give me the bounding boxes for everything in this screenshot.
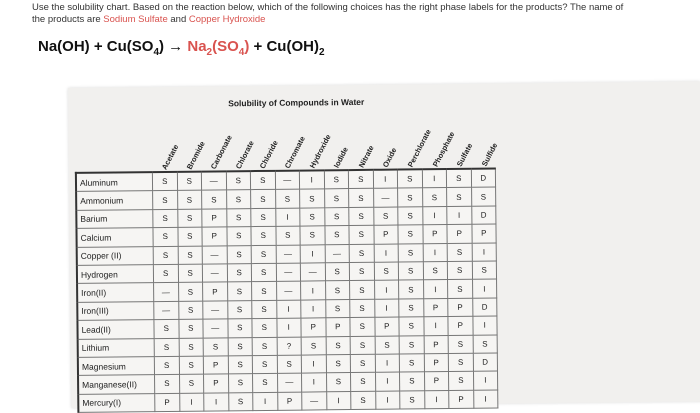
solubility-cell: S	[227, 300, 252, 319]
solubility-cell: I	[472, 279, 497, 298]
solubility-cell: I	[423, 317, 448, 336]
solubility-cell: S	[178, 282, 203, 301]
solubility-chart	[68, 81, 700, 408]
solubility-cell: S	[350, 336, 375, 355]
solubility-cell: S	[350, 299, 375, 318]
solubility-cell: S	[153, 264, 178, 283]
solubility-cell: P	[373, 225, 398, 244]
solubility-cell: S	[324, 170, 349, 189]
solubility-cell: S	[349, 262, 374, 281]
solubility-cell: S	[251, 208, 276, 227]
solubility-cell: S	[154, 356, 179, 375]
solubility-table	[75, 168, 499, 413]
solubility-cell: I	[374, 280, 399, 299]
solubility-cell: S	[179, 374, 204, 393]
cation-name: Magnesium	[78, 357, 155, 376]
solubility-cell: S	[153, 228, 178, 247]
cation-name: Ammonium	[76, 191, 153, 210]
solubility-cell: S	[448, 280, 473, 299]
column-header-label: Sulfate	[455, 141, 475, 169]
solubility-cell: S	[398, 225, 423, 244]
solubility-cell: —	[277, 373, 302, 392]
solubility-cell: S	[326, 354, 351, 373]
solubility-cell: S	[252, 300, 277, 319]
solubility-cell: I	[302, 373, 327, 392]
solubility-cell: S	[448, 335, 473, 354]
solubility-cell: S	[400, 390, 425, 409]
solubility-cell: —	[275, 171, 300, 190]
solubility-cell: I	[374, 299, 399, 318]
solubility-cell: S	[203, 337, 228, 356]
solubility-cell: I	[423, 243, 448, 262]
solubility-cell: —	[202, 245, 227, 264]
reaction-equation	[38, 38, 325, 58]
reactant-2: $Cu(SO_4)$	[106, 38, 165, 58]
solubility-cell: I	[473, 371, 498, 390]
solubility-cell: ?	[277, 337, 302, 356]
solubility-cell: S	[251, 190, 276, 209]
column-header-label: Hydroxide	[307, 132, 333, 170]
solubility-cell: S	[350, 373, 375, 392]
solubility-cell: I	[472, 243, 497, 262]
solubility-cell: P	[422, 225, 447, 244]
solubility-cell: P	[424, 335, 449, 354]
cation-name: Manganese(II)	[78, 375, 155, 394]
solubility-cell: P	[204, 374, 229, 393]
solubility-cell: S	[178, 319, 203, 338]
solubility-cell: P	[424, 372, 449, 391]
cation-name: Iron(II)	[77, 283, 154, 302]
solubility-cell: P	[447, 224, 472, 243]
solubility-cell: —	[300, 263, 325, 282]
solubility-cell: S	[228, 392, 253, 411]
solubility-cell: I	[275, 208, 300, 227]
cation-name: Lithium	[78, 338, 155, 357]
solubility-cell: S	[447, 243, 472, 262]
solubility-cell: —	[276, 245, 301, 264]
solubility-cell: S	[349, 207, 374, 226]
solubility-cell: I	[179, 393, 204, 412]
solubility-cell: S	[350, 354, 375, 373]
solubility-cell: S	[253, 374, 278, 393]
solubility-cell: S	[300, 208, 325, 227]
solubility-cell: S	[399, 280, 424, 299]
product-1: $Na_2(SO_4)$	[187, 38, 250, 58]
solubility-cell: S	[324, 207, 349, 226]
solubility-cell: I	[373, 170, 398, 189]
column-header-label: Chromate	[282, 134, 307, 170]
column-header-label: Nitrate	[356, 143, 376, 170]
solubility-cell: S	[397, 169, 422, 188]
solubility-cell: P	[325, 318, 350, 337]
solubility-cell: D	[471, 206, 496, 225]
solubility-cell: S	[179, 356, 204, 375]
solubility-cell: S	[447, 188, 472, 207]
solubility-cell: S	[423, 261, 448, 280]
solubility-cell: I	[326, 391, 351, 410]
solubility-cell: S	[471, 187, 496, 206]
solubility-cell: S	[226, 171, 251, 190]
solubility-cell: —	[154, 301, 179, 320]
solubility-cell: S	[155, 375, 180, 394]
solubility-cell: S	[227, 245, 252, 264]
solubility-cell: S	[422, 188, 447, 207]
solubility-cell: S	[227, 319, 252, 338]
solubility-cell: S	[153, 246, 178, 265]
solubility-cell: S	[448, 353, 473, 372]
solubility-cell: P	[423, 298, 448, 317]
solubility-cell: S	[227, 282, 252, 301]
solubility-cell: S	[350, 281, 375, 300]
solubility-cell: —	[373, 188, 398, 207]
solubility-cell: S	[153, 209, 178, 228]
cation-name: Lead(II)	[77, 320, 154, 339]
solubility-cell: S	[399, 299, 424, 318]
solubility-cell: P	[155, 393, 180, 412]
solubility-cell: S	[152, 172, 177, 191]
solubility-cell: I	[375, 354, 400, 373]
column-header-label: Acetate	[159, 142, 181, 172]
solubility-cell: I	[300, 244, 325, 263]
solubility-cell: D	[472, 298, 497, 317]
solubility-cell: I	[422, 206, 447, 225]
solubility-cell: I	[375, 372, 400, 391]
solubility-cell: S	[398, 207, 423, 226]
solubility-cell: S	[398, 243, 423, 262]
solubility-cell: I	[301, 300, 326, 319]
product-name-1: Sodium Sulfate	[103, 14, 168, 25]
solubility-cell: S	[177, 209, 202, 228]
solubility-cell: S	[326, 373, 351, 392]
solubility-cell: S	[250, 171, 275, 190]
column-header-label: Perchlorate	[405, 127, 433, 169]
solubility-cell: S	[179, 338, 204, 357]
solubility-cell: S	[177, 190, 202, 209]
cation-name: Iron(III)	[77, 301, 154, 320]
solubility-cell: S	[399, 317, 424, 336]
cation-name: Barium	[76, 209, 153, 228]
plus-sign-2: +	[249, 38, 267, 55]
solubility-cell: S	[252, 355, 277, 374]
column-header-label: Sulfide	[479, 141, 500, 168]
column-header-label: Chlorate	[233, 139, 256, 171]
solubility-cell: S	[351, 391, 376, 410]
solubility-cell: S	[252, 282, 277, 301]
solubility-cell: S	[398, 262, 423, 281]
column-header-label: Phosphate	[430, 130, 457, 169]
solubility-cell: I	[276, 300, 301, 319]
solubility-cell: I	[472, 316, 497, 335]
solubility-cell: S	[349, 225, 374, 244]
solubility-cell: I	[473, 390, 498, 409]
solubility-cell: S	[399, 372, 424, 391]
solubility-cell: S	[226, 227, 251, 246]
solubility-cell: S	[472, 261, 497, 280]
solubility-cell: S	[300, 226, 325, 245]
solubility-cell: I	[374, 244, 399, 263]
solubility-cell: I	[423, 280, 448, 299]
solubility-cell: —	[201, 171, 226, 190]
table-row	[78, 390, 498, 413]
solubility-cell: P	[448, 298, 473, 317]
solubility-cell: S	[325, 263, 350, 282]
solubility-cell: S	[177, 227, 202, 246]
solubility-cell: S	[178, 264, 203, 283]
solubility-cell: S	[301, 336, 326, 355]
solubility-cell: I	[301, 355, 326, 374]
solubility-cell: S	[375, 336, 400, 355]
solubility-cell: I	[424, 390, 449, 409]
solubility-cell: S	[325, 299, 350, 318]
solubility-cell: S	[251, 263, 276, 282]
solubility-cell: S	[153, 191, 178, 210]
solubility-cell: S	[251, 227, 276, 246]
solubility-cell: P	[202, 227, 227, 246]
solubility-cell: —	[203, 319, 228, 338]
solubility-cell: S	[399, 335, 424, 354]
solubility-cell: S	[399, 354, 424, 373]
solubility-cell: S	[325, 281, 350, 300]
column-header-label: Carbonate	[209, 133, 235, 171]
solubility-cell: S	[326, 336, 351, 355]
solubility-cell: I	[447, 206, 472, 225]
solubility-cell: S	[252, 337, 277, 356]
solubility-cell: S	[178, 301, 203, 320]
column-header-label: Oxide	[381, 146, 399, 169]
solubility-cell: —	[276, 281, 301, 300]
solubility-cell: S	[373, 207, 398, 226]
solubility-cell: —	[203, 301, 228, 320]
solubility-cell: —	[202, 264, 227, 283]
solubility-cell: I	[422, 169, 447, 188]
solubility-cell: S	[178, 246, 203, 265]
solubility-cell: S	[228, 355, 253, 374]
solubility-cell: S	[154, 319, 179, 338]
chart-title: Solubility of Compounds in Water	[228, 96, 365, 109]
solubility-cell: S	[446, 169, 471, 188]
solubility-cell: P	[203, 356, 228, 375]
question-line-2-prefix: the products are	[32, 14, 104, 25]
solubility-cell: S	[447, 261, 472, 280]
solubility-cell: S	[398, 188, 423, 207]
cation-name: Mercury(I)	[78, 393, 155, 412]
solubility-cell: P	[448, 316, 473, 335]
solubility-cell: P	[424, 353, 449, 372]
solubility-cell: I	[299, 170, 324, 189]
solubility-cell: S	[348, 170, 373, 189]
solubility-cell: P	[374, 317, 399, 336]
solubility-cell: S	[300, 189, 325, 208]
solubility-cell: S	[226, 190, 251, 209]
solubility-cell: S	[202, 190, 227, 209]
solubility-cell: —	[154, 283, 179, 302]
solubility-cell: S	[154, 338, 179, 357]
cation-name: Hydrogen	[77, 265, 154, 284]
question-text	[32, 2, 692, 26]
solubility-cell: S	[228, 374, 253, 393]
solubility-cell: S	[275, 189, 300, 208]
solubility-cell: —	[302, 392, 327, 411]
solubility-cell: S	[227, 264, 252, 283]
question-line-1: Use the solubility chart. Based on the reaction below, which of the following choices has the right phase labels for the products? The name of	[32, 2, 624, 13]
solubility-cell: P	[471, 224, 496, 243]
solubility-cell: S	[228, 337, 253, 356]
column-header-label: Iodide	[332, 145, 351, 170]
solubility-cell: D	[473, 353, 498, 372]
solubility-cell: I	[375, 391, 400, 410]
cation-name: Aluminum	[76, 172, 153, 192]
solubility-cell: S	[324, 226, 349, 245]
solubility-cell: —	[325, 244, 350, 263]
solubility-cell: S	[349, 244, 374, 263]
solubility-cell: S	[251, 245, 276, 264]
solubility-cell: P	[301, 318, 326, 337]
column-header-label: Chloride	[258, 139, 281, 171]
solubility-cell: I	[301, 281, 326, 300]
solubility-cell: —	[276, 263, 301, 282]
solubility-cell: P	[277, 392, 302, 411]
product-name-2: Copper Hydroxide	[188, 14, 266, 25]
solubility-cell: S	[275, 226, 300, 245]
solubility-cell: S	[324, 189, 349, 208]
solubility-cell: I	[204, 393, 229, 412]
solubility-cell: D	[471, 169, 496, 188]
solubility-cell: S	[374, 262, 399, 281]
solubility-cell: P	[202, 209, 227, 228]
reactant-1: Na(OH)	[38, 38, 90, 55]
cation-name: Calcium	[76, 228, 153, 247]
solubility-cell: I	[253, 392, 278, 411]
solubility-cell: P	[203, 282, 228, 301]
solubility-cell: I	[276, 318, 301, 337]
solubility-cell: S	[473, 335, 498, 354]
column-header-label: Bromide	[184, 139, 207, 171]
product-2: $Cu(OH)_2$	[266, 38, 325, 58]
solubility-cell: P	[449, 390, 474, 409]
solubility-cell: S	[226, 208, 251, 227]
solubility-cell: S	[277, 355, 302, 374]
solubility-cell: S	[448, 372, 473, 391]
question-and: and	[167, 14, 189, 25]
solubility-cell: S	[252, 318, 277, 337]
cation-name: Copper (II)	[77, 246, 154, 265]
question-line-2	[32, 14, 692, 26]
solubility-cell: S	[349, 189, 374, 208]
reaction-arrow: →	[164, 38, 188, 55]
plus-sign-1: +	[89, 38, 107, 55]
solubility-cell: S	[177, 172, 202, 191]
solubility-cell: S	[350, 317, 375, 336]
